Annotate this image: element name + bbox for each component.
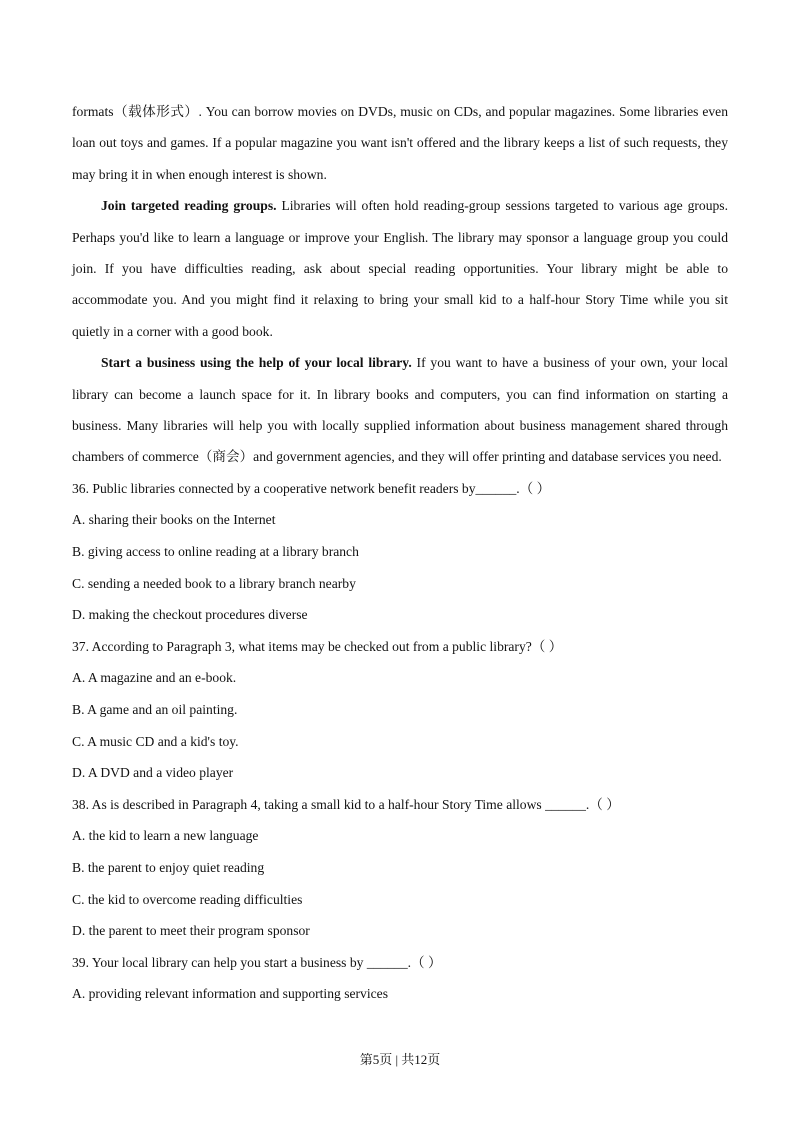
answer-option: C. the kid to overcome reading difficulties — [72, 891, 303, 907]
question-stem: 38. As is described in Paragraph 4, taking a small kid to a half-hour Story Time allows ______.（ ） — [72, 796, 620, 812]
answer-option: D. making the checkout procedures diverse — [72, 607, 308, 623]
answer-option: A. A magazine and an e-book. — [72, 670, 237, 686]
paragraph-reading-groups — [72, 190, 728, 347]
document-page — [72, 96, 728, 1010]
question-36 — [72, 473, 728, 631]
question-stem: 36. Public libraries connected by a cooperative network benefit readers by______.（ ） — [72, 480, 551, 496]
answer-option: B. giving access to online reading at a library branch — [72, 544, 359, 560]
answer-option: D. A DVD and a video player — [72, 765, 234, 781]
answer-option: D. the parent to meet their program sponsor — [72, 923, 310, 939]
paragraph-continued: formats（载体形式）. You can borrow movies on DVDs, music on CDs, and popular magazines. Some libraries even loan out toys and games. If a popular magazine you want isn't offered and the library keeps a list of such requests, they may bring it in when enough interest is shown. — [72, 104, 728, 182]
page-number-footer: 第5页 | 共12页 — [359, 1052, 441, 1067]
answer-option: B. the parent to enjoy quiet reading — [72, 860, 265, 875]
question-38 — [72, 789, 728, 947]
paragraph-heading: Join targeted reading groups. — [101, 198, 277, 214]
paragraph-body: Libraries will often hold reading-group sessions targeted to various age groups. Perhaps you'd like to learn a language or improve your English. The library may sponsor a language group you could join. If you have difficulties reading, ask about special reading opportunities. Your library might be able to accommodate you. And you might find it relaxing to bring your small kid to a half-hour Story Time while you sit quietly in a corner with a good book. — [72, 198, 728, 339]
answer-option: A. providing relevant information and supporting services — [72, 986, 388, 1002]
answer-option: A. the kid to learn a new language — [72, 828, 259, 844]
question-stem: 37. According to Paragraph 3, what items may be checked out from a public library?（ ） — [72, 638, 563, 654]
answer-option: B. A game and an oil painting. — [72, 702, 238, 718]
answer-option: C. A music CD and a kid's toy. — [72, 733, 239, 749]
question-39 — [72, 947, 728, 1010]
paragraph-heading: Start a business using the help of your local library. — [101, 355, 412, 371]
paragraph-body: If you want to have a business of your own, your local library can become a launch space for it. In library books and computers, you can find information on starting a business. Many libraries will help you with locally supplied information about business management shared through chambers of commerce（商会）and government agencies, and they will offer printing and database services you need. — [72, 355, 728, 465]
question-stem: 39. Your local library can help you start a business by ______.（ ） — [72, 954, 442, 970]
answer-option: C. sending a needed book to a library branch nearby — [72, 575, 356, 591]
paragraph-business — [72, 347, 728, 473]
question-37 — [72, 631, 728, 789]
answer-option: A. sharing their books on the Internet — [72, 512, 276, 528]
